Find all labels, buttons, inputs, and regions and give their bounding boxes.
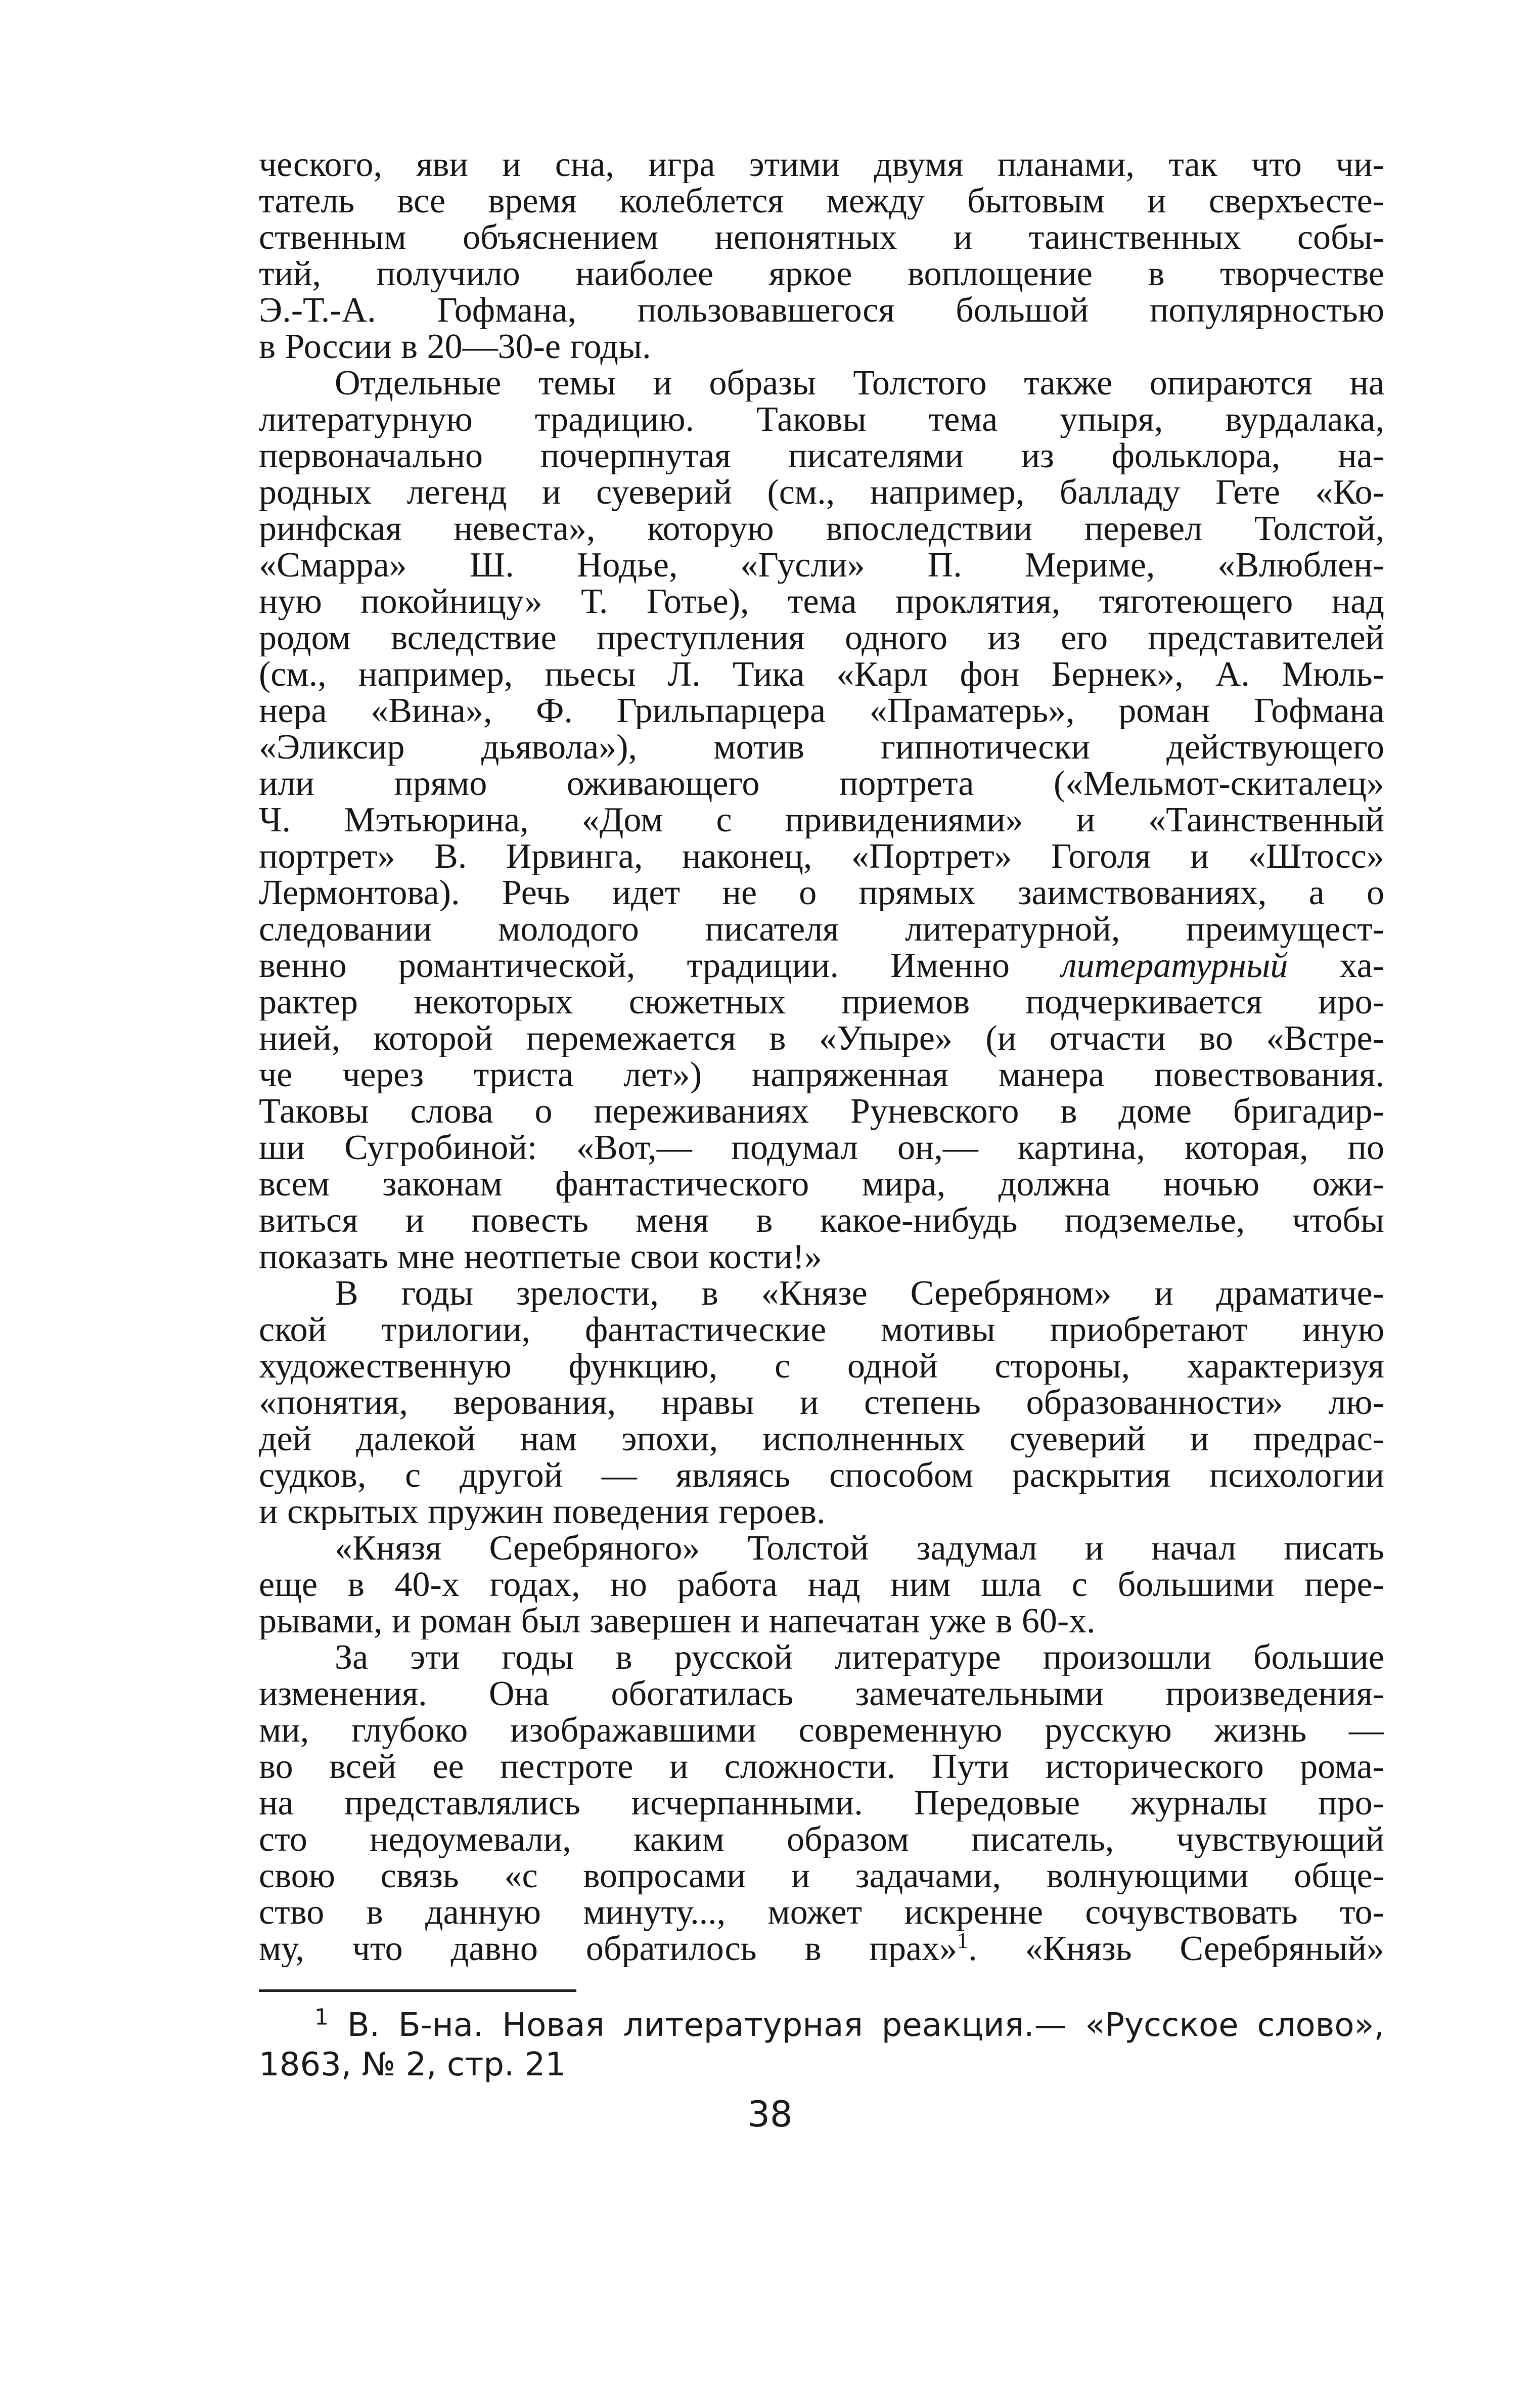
- text-line: изменения. Она обогатилась замечательными произведения-: [259, 1676, 1384, 1712]
- text-line: В годы зрелости, в «Князе Серебряном» и драматиче-: [335, 1275, 1384, 1312]
- text-line: литературную традицию. Таковы тема упыря, вурдалака,: [259, 402, 1384, 438]
- italic-word: литературный: [1061, 948, 1288, 984]
- footnote-mark: 1: [314, 2004, 329, 2030]
- text-line: ши Сугробиной: «Вот,— подумал он,— картина, которая, по: [259, 1130, 1384, 1166]
- text-line: портрет» В. Ирвинга, наконец, «Портрет» Гоголя и «Штосс»: [259, 838, 1384, 875]
- text-line: первоначально почерпнутая писателями из фольклора, на-: [259, 438, 1384, 474]
- text-line: во всей ее пестроте и сложности. Пути исторического рома-: [259, 1749, 1384, 1785]
- text-line: ственным объяснением непонятных и таинственных собы-: [259, 219, 1384, 256]
- text-line: ской трилогии, фантастические мотивы приобретают иную: [259, 1312, 1384, 1348]
- text-segment: . «Князь Серебряный»: [968, 1931, 1384, 1967]
- text-line: родных легенд и суеверий (см., например, балладу Гете «Ко-: [259, 474, 1384, 511]
- text-line: рывами, и роман был завершен и напечатан уже в 60-х.: [259, 1603, 1096, 1639]
- text-line: «понятия, верования, нравы и степень образованности» лю-: [259, 1385, 1384, 1421]
- text-line: тий, получило наиболее яркое воплощение в творчестве: [259, 256, 1384, 292]
- text-line: в России в 20—30-е годы.: [259, 329, 651, 365]
- text-line: показать мне неотпетые свои кости!»: [259, 1239, 822, 1275]
- footnote-line: [259, 2006, 1384, 2045]
- footnote-reference: 1: [957, 1931, 969, 1953]
- text-segment: венно романтической, традиции. Именно: [259, 948, 1010, 984]
- text-line: че через триста лет») напряженная манера повествования.: [259, 1057, 1384, 1093]
- text-line: судков, с другой — являясь способом раскрытия психологии: [259, 1457, 1384, 1494]
- text-segment: му, что давно обратилось в прах»: [259, 1931, 958, 1967]
- paragraph-5: [259, 1639, 1384, 1967]
- text-line: Э.-Т.-А. Гофмана, пользовавшегося большой популярностью: [259, 292, 1384, 329]
- text-line: родом вследствие преступления одного из его представителей: [259, 620, 1384, 656]
- text-line: Отдельные темы и образы Толстого также опираются на: [335, 365, 1384, 402]
- text-line: «Эликсир дьявола»), мотив гипнотически действующего: [259, 729, 1384, 766]
- text-line: дей далекой нам эпохи, исполненных суеверий и предрас-: [259, 1421, 1384, 1457]
- text-line: ство в данную минуту..., может искренне сочувствовать то-: [259, 1894, 1384, 1931]
- text-line: «Князя Серебряного» Толстой задумал и начал писать: [335, 1530, 1384, 1567]
- paragraph-4: [259, 1530, 1384, 1639]
- footnote-text: В. Б-на. Новая литературная реакция.— «Русское слово»,: [347, 2007, 1385, 2044]
- footnote: [259, 2006, 1384, 2084]
- paragraph-2: [259, 365, 1384, 1275]
- text-line: еще в 40-х годах, но работа над ним шла с большими пере-: [259, 1567, 1384, 1603]
- text-line: Таковы слова о переживаниях Руневского в доме бригадир-: [259, 1093, 1384, 1130]
- text-line-with-italic: [259, 948, 1384, 984]
- text-line: «Смарра» Ш. Нодье, «Гусли» П. Мериме, «Влюблен-: [259, 547, 1384, 584]
- text-line: нера «Вина», Ф. Грильпарцера «Праматерь», роман Гофмана: [259, 693, 1384, 729]
- text-line: рактер некоторых сюжетных приемов подчеркивается иро-: [259, 984, 1384, 1020]
- page-number: 38: [747, 2094, 793, 2135]
- text-line: Ч. Мэтьюрина, «Дом с привидениями» и «Таинственный: [259, 802, 1384, 838]
- text-line: татель все время колеблется между бытовым и сверхъесте-: [259, 183, 1384, 219]
- text-line: За эти годы в русской литературе произошли большие: [335, 1639, 1384, 1676]
- text-line: всем законам фантастического мира, должна ночью ожи-: [259, 1166, 1384, 1203]
- text-line-with-footnote-ref: [259, 1931, 1384, 1967]
- text-line: виться и повесть меня в какое-нибудь подземелье, чтобы: [259, 1203, 1384, 1239]
- footnote-line: 1863, № 2, стр. 21: [259, 2046, 566, 2083]
- paragraph-3: [259, 1275, 1384, 1530]
- main-text: [259, 147, 1384, 1967]
- footnote-divider: [259, 1989, 576, 1992]
- text-line: на представлялись исчерпанными. Передовые журналы про-: [259, 1785, 1384, 1822]
- text-line: нией, которой перемежается в «Упыре» (и отчасти во «Встре-: [259, 1020, 1384, 1057]
- text-segment: ха-: [1339, 948, 1384, 984]
- text-line: следовании молодого писателя литературной, преимущест-: [259, 911, 1384, 948]
- text-line: ческого, яви и сна, игра этими двумя планами, так что чи-: [259, 147, 1384, 183]
- paragraph-1: [259, 147, 1384, 365]
- text-line: ную покойницу» Т. Готье), тема проклятия, тяготеющего над: [259, 584, 1384, 620]
- text-line: ми, глубоко изображавшими современную русскую жизнь —: [259, 1712, 1384, 1749]
- text-line: (см., например, пьесы Л. Тика «Карл фон Бернек», А. Мюль-: [259, 656, 1384, 693]
- text-line: ринфская невеста», которую впоследствии перевел Толстой,: [259, 511, 1384, 547]
- text-line: свою связь «с вопросами и задачами, волнующими обще-: [259, 1858, 1384, 1894]
- text-line: и скрытых пружин поведения героев.: [259, 1494, 826, 1530]
- text-line: художественную функцию, с одной стороны, характеризуя: [259, 1348, 1384, 1385]
- text-line: Лермонтова). Речь идет не о прямых заимствованиях, а о: [259, 875, 1384, 911]
- text-line: сто недоумевали, каким образом писатель, чувствующий: [259, 1822, 1384, 1858]
- text-line: или прямо оживающего портрета («Мельмот-скиталец»: [259, 766, 1384, 802]
